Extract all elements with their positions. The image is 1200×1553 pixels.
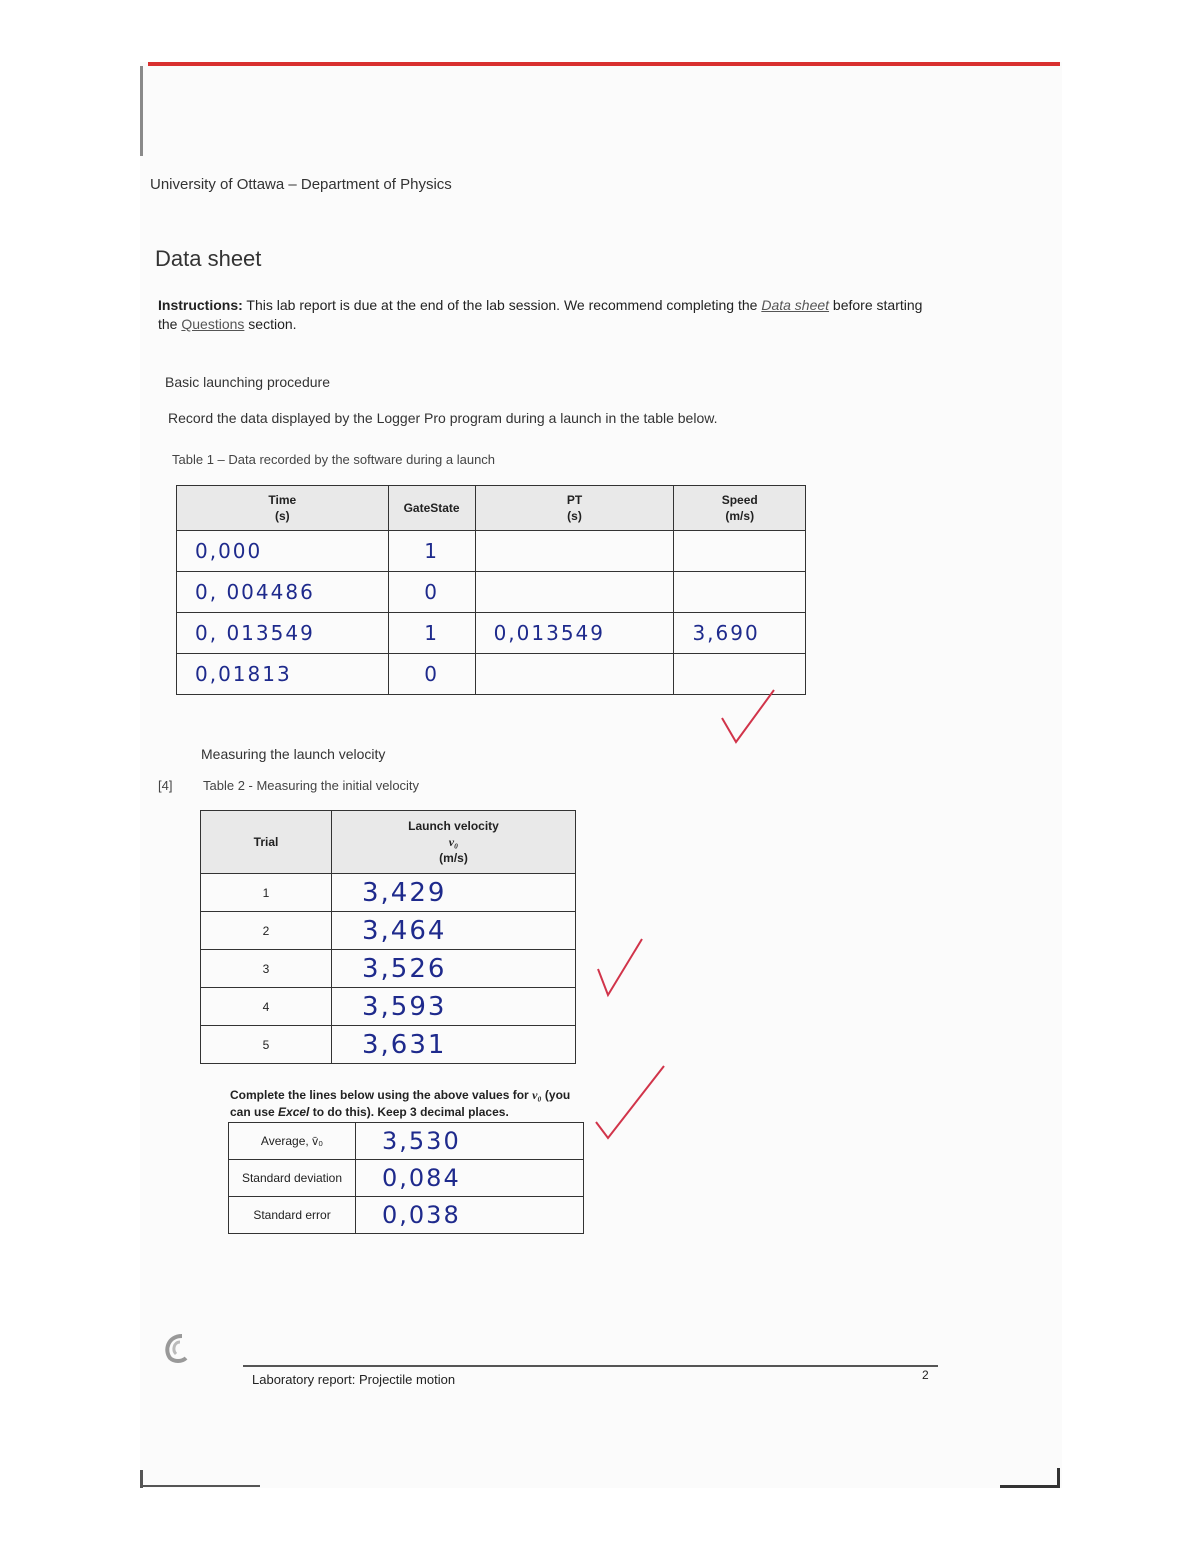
col-launch-velocity: Launch velocity v₀ (m/s) [332,811,576,874]
pt-cell[interactable] [475,531,674,572]
summary-label: Standard deviation [229,1160,356,1197]
velocity-cell[interactable]: 3,464 [332,912,576,950]
section-heading: Measuring the launch velocity [201,746,386,762]
table-header-row [201,811,576,874]
page-title: Data sheet [155,246,262,271]
page-number: 2 [922,1368,929,1382]
checkmark-icon [718,686,778,746]
footer-rule [243,1365,938,1367]
std-error-value[interactable]: 0,038 [356,1197,584,1234]
questions-link[interactable]: Questions [181,316,245,332]
velocity-cell[interactable]: 3,429 [332,874,576,912]
instructions-text: This lab report is due at the end of the lab session. We recommend completing the [242,297,762,313]
col-speed: Speed (m/s) [674,486,806,531]
trial-number: 3 [201,950,332,988]
instructions-text: section. [244,316,297,332]
checkmark-icon [594,1062,668,1142]
gatestate-cell[interactable]: 0 [388,572,475,613]
section-heading: Basic launching procedure [165,374,330,390]
speed-cell[interactable] [674,531,806,572]
trial-number: 2 [201,912,332,950]
paper-sheet [140,62,1062,1488]
footer-title: Laboratory report: Projectile motion [252,1372,456,1387]
speed-cell[interactable] [674,572,806,613]
table-row [229,1197,584,1234]
pt-cell[interactable]: 0,013549 [475,613,674,654]
col-time: Time (s) [177,486,389,531]
data-sheet-link[interactable]: Data sheet [761,297,830,313]
section-instruction: Record the data displayed by the Logger Pro program during a launch in the table below. [168,410,718,426]
pt-cell[interactable] [475,572,674,613]
grade-mark: [4] [158,778,173,793]
corner-mark [1057,1468,1060,1488]
gatestate-cell[interactable]: 1 [388,531,475,572]
time-cell[interactable]: 0,000 [177,531,389,572]
table-row [229,1160,584,1197]
table2-caption: Table 2 - Measuring the initial velocity [203,778,420,793]
university-header: University of Ottawa – Department of Physics [150,176,452,193]
table1-caption: Table 1 – Data recorded by the software during a launch [172,452,496,467]
table-summary [228,1122,584,1234]
summary-label: Average, v̄₀ [229,1123,356,1160]
col-pt: PT (s) [475,486,674,531]
table-row [229,1123,584,1160]
table-row [177,613,806,654]
top-red-border [148,62,1060,66]
summary-label: Standard error [229,1197,356,1234]
instructions-label: Instructions: [158,297,243,313]
instructions-text: before starting the [158,297,923,332]
trial-number: 4 [201,988,332,1026]
speed-cell[interactable]: 3,690 [674,613,806,654]
paper-edge [140,66,143,156]
col-trial: Trial [201,811,332,874]
velocity-cell[interactable]: 3,593 [332,988,576,1026]
average-value[interactable]: 3,530 [356,1123,584,1160]
table-row [201,1026,576,1064]
pt-cell[interactable] [475,654,674,695]
time-cell[interactable]: 0, 004486 [177,572,389,613]
table-row [177,572,806,613]
checkmark-icon [596,935,646,999]
table-row [201,874,576,912]
table-initial-velocity [200,810,576,1064]
gatestate-cell[interactable]: 1 [388,613,475,654]
table-header-row [177,486,806,531]
col-gatestate: GateState [388,486,475,531]
table-row [177,531,806,572]
table-row [201,950,576,988]
summary-instruction: Complete the lines below using the above values for v₀ (you can use Excel to do this). Keep 3 decimal places. [230,1088,571,1119]
university-logo-icon [158,1330,192,1364]
time-cell[interactable]: 0,01813 [177,654,389,695]
table-row [177,654,806,695]
table-row [201,988,576,1026]
gatestate-cell[interactable]: 0 [388,654,475,695]
corner-mark [1000,1485,1060,1488]
velocity-cell[interactable]: 3,631 [332,1026,576,1064]
instructions [158,296,928,334]
table-launch-data [176,485,806,695]
trial-number: 1 [201,874,332,912]
corner-mark [140,1485,260,1487]
velocity-cell[interactable]: 3,526 [332,950,576,988]
time-cell[interactable]: 0, 013549 [177,613,389,654]
std-deviation-value[interactable]: 0,084 [356,1160,584,1197]
trial-number: 5 [201,1026,332,1064]
table-row [201,912,576,950]
